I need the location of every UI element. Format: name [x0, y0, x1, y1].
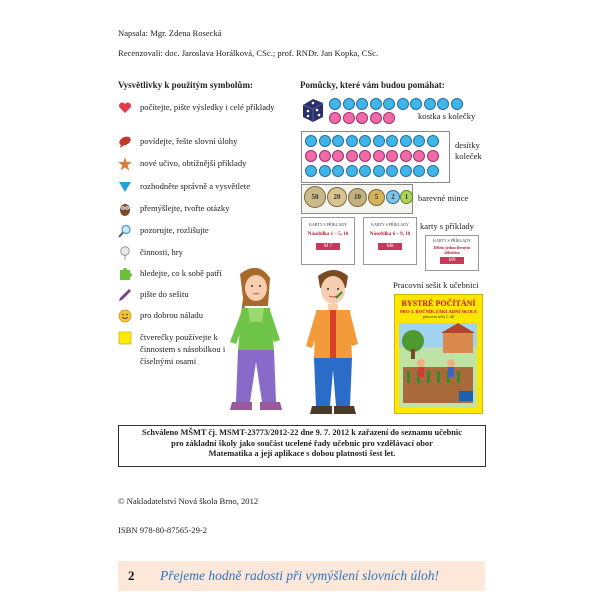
legend-item: [118, 202, 230, 216]
legend-text: rozhodněte správně a vysvětlete: [140, 181, 251, 191]
legend-item: [118, 246, 183, 260]
workbook-cover: [394, 294, 483, 414]
coin: 10: [348, 188, 367, 207]
legend-text: nové učivo, obtížnější příklady: [140, 158, 247, 168]
legend-text: činnosti, hry: [140, 247, 183, 257]
card-subtitle: Násobilka 1 – 5, 10: [307, 232, 349, 237]
card-title: KARTY S PŘÍKLADY: [433, 238, 471, 243]
example-card: [425, 235, 479, 271]
legend-item: [118, 135, 237, 149]
legend-text: čtverečky používejte k činnostem s násobilkou i číselnými osami: [140, 332, 226, 366]
approval-line: Matematika a její aplikace s dobou platnosti šest let.: [208, 449, 396, 458]
legend-text: pozorujte, rozlišujte: [140, 225, 209, 235]
workbook-note: pracovní sešit 1. díl: [422, 314, 455, 319]
legend-text: povídejte, řešte slovní úlohy: [140, 136, 238, 146]
legend-item: [118, 180, 250, 194]
approval-line: Schváleno MŠMT čj. MSMT-23773/2012-22 dne 9. 7. 2012 k zařazení do seznamu učebnic: [142, 428, 462, 437]
boy-figure: [306, 270, 358, 414]
legend-item: [118, 224, 209, 238]
owl-icon: [118, 202, 132, 216]
magnifier-icon: [118, 224, 132, 238]
legend-item: [118, 288, 189, 302]
footer-band: [118, 561, 485, 591]
coin: 20: [327, 187, 347, 207]
tens-row: [305, 165, 439, 177]
tens-label: desítky koleček: [455, 140, 482, 161]
approval-line: pro základní školy jako součást ucelené řady učebnic pro vzdělávací obor: [171, 438, 433, 448]
triangle-icon: [118, 180, 132, 194]
author-credit: Napsala: Mgr. Zdena Rosecká: [118, 28, 222, 38]
puzzle-icon: [118, 267, 132, 281]
tens-row: [305, 150, 439, 162]
blue-bead-row: [329, 98, 463, 110]
balloon-icon: [118, 246, 132, 260]
reviewers-credit: Recenzovali: doc. Jaroslava Horálková, CSc.; prof. RNDr. Jan Kopka, CSc.: [118, 48, 379, 58]
chat-bubble-icon: [118, 135, 132, 149]
card-code: M9: [440, 257, 464, 264]
legend-item: [118, 157, 246, 171]
smiley-icon: [118, 309, 132, 323]
card-subtitle: Dělení jednociferným dělitelem: [433, 245, 471, 255]
star-icon: [118, 157, 132, 171]
card-code: M8: [378, 243, 402, 250]
legend-text: počítejte, pište výsledky i celé příklady: [140, 102, 275, 112]
isbn: ISBN 978-80-87565-29-2: [118, 525, 208, 535]
dice-icon: [301, 97, 325, 123]
coin: 5: [368, 189, 385, 206]
workbook-subtitle: PRO 3. ROČNÍK ZÁKLADNÍ ŠKOLY: [399, 309, 478, 314]
heart-icon: [118, 101, 132, 115]
girl-figure: [230, 268, 282, 410]
bead-frame-label: kostka s kolečky: [418, 111, 476, 121]
legend-item: [118, 267, 222, 281]
legend-text: přemýšlejte, tvořte otázky: [140, 203, 230, 213]
coin: 1: [400, 190, 413, 204]
workbook-label: Pracovní sešit k učebnici: [393, 280, 479, 290]
workbook-title: BYSTRÉ POČÍTÁNÍ: [401, 299, 476, 308]
children-illustration: [218, 262, 378, 420]
legend-text: pro dobrou náladu: [140, 310, 204, 320]
example-card: [301, 217, 355, 265]
aids-heading: Pomůcky, které vám budou pomáhat:: [300, 80, 445, 90]
coin: 50: [304, 186, 326, 208]
yellow-square-icon: [118, 331, 132, 345]
page-number: 2: [128, 568, 135, 583]
pen-icon: [118, 288, 132, 302]
footer-motto: Přejeme hodně radosti při vymýšlení slovních úloh!: [160, 568, 439, 583]
pink-bead-row: [329, 112, 395, 124]
legend-item: [118, 309, 203, 323]
card-title: KARTY S PŘÍKLADY: [309, 222, 347, 227]
card-code: M 7: [316, 243, 340, 250]
tens-row: [305, 135, 439, 147]
approval-notice: [118, 425, 486, 467]
cards-label: karty s příklady: [420, 221, 474, 231]
legend-item: [118, 101, 280, 115]
example-card: [363, 217, 417, 265]
coin: 2: [386, 190, 400, 204]
workbook-illustration: [399, 323, 477, 407]
coins-label: barevné mince: [418, 193, 469, 203]
copyright: © Nakladatelství Nová škola Brno, 2012: [118, 496, 259, 506]
card-subtitle: Násobilka 6 – 9, 10: [369, 232, 411, 237]
legend-text: hledejte, co k sobě patří: [140, 268, 222, 278]
card-title: KARTY S PŘÍKLADY: [371, 222, 409, 227]
legend-text: pište do sešitu: [140, 289, 189, 299]
legend-heading: Vysvětlivky k použitým symbolům:: [118, 80, 253, 90]
